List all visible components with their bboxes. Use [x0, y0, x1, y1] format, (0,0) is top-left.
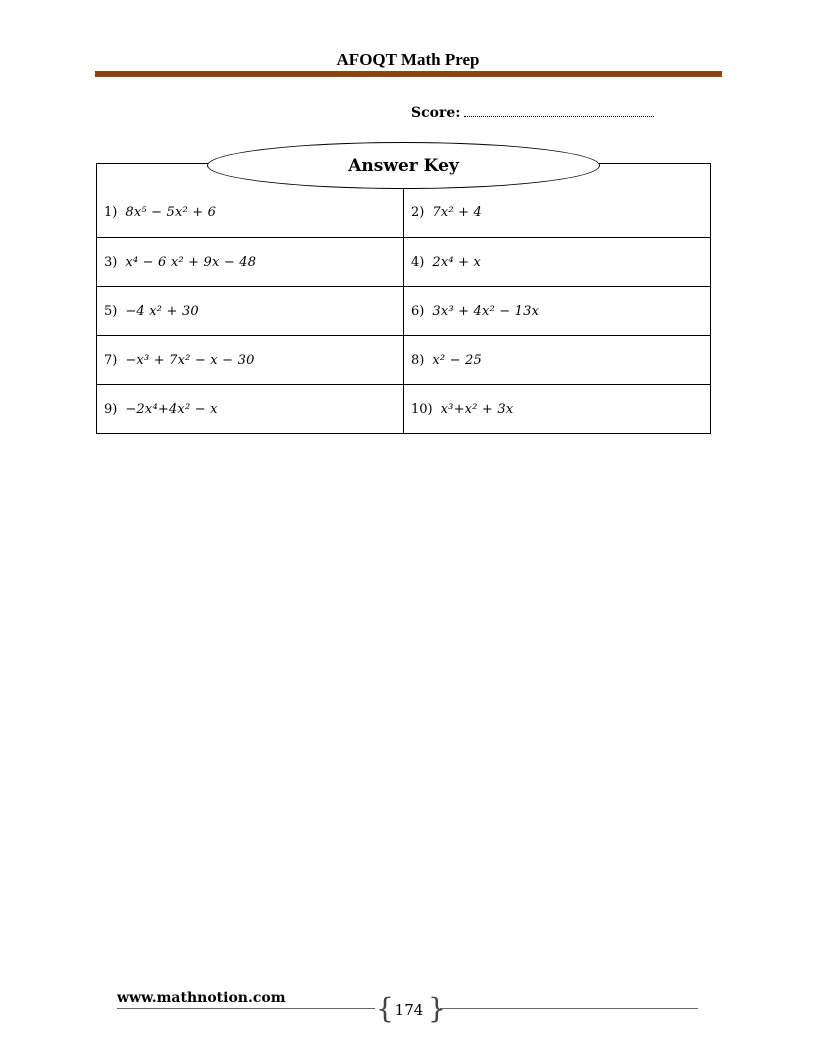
- footer-rule-left: [117, 1008, 375, 1009]
- answer-number: 7): [104, 352, 118, 368]
- answer-cell-6: [403, 287, 710, 335]
- footer-rule-right: [440, 1008, 698, 1009]
- answer-number: 1): [104, 205, 118, 220]
- answer-expression: x² − 25: [432, 352, 482, 368]
- right-brace-icon: }: [428, 992, 446, 1025]
- answer-number: 6): [411, 303, 425, 319]
- left-brace-icon: {: [376, 992, 394, 1025]
- header-rule: [95, 71, 722, 77]
- answer-expression: x³+x² + 3x: [440, 401, 514, 417]
- answer-key-title: Answer Key: [207, 142, 600, 189]
- answer-cell-8: [403, 336, 710, 384]
- answer-number: 3): [104, 254, 118, 270]
- answer-expression: 2x⁴ + x: [432, 254, 482, 270]
- table-row: [97, 384, 710, 433]
- page-number: 174: [394, 1001, 424, 1019]
- answer-cell-10: [403, 385, 710, 433]
- table-row: [97, 237, 710, 286]
- answer-number: 5): [104, 303, 118, 319]
- answer-expression: 8x⁵ − 5x² + 6: [125, 205, 217, 220]
- answer-cell-9: [97, 385, 403, 433]
- page-header-title: AFOQT Math Prep: [336, 50, 480, 69]
- answer-expression: −2x⁴+4x² − x: [125, 401, 218, 417]
- answer-cell-4: [403, 238, 710, 286]
- answer-number: 8): [411, 352, 425, 368]
- footer-url: www.mathnotion.com: [117, 990, 286, 1006]
- answer-expression: −x³ + 7x² − x − 30: [125, 352, 255, 368]
- score-field: [411, 105, 654, 121]
- answer-cell-1: [97, 188, 403, 237]
- score-label: Score:: [411, 105, 461, 121]
- answer-number: 2): [411, 205, 425, 220]
- table-row: [97, 188, 710, 237]
- answer-expression: 7x² + 4: [432, 205, 482, 220]
- answer-cell-3: [97, 238, 403, 286]
- table-row: [97, 335, 710, 384]
- answer-expression: 3x³ + 4x² − 13x: [432, 303, 540, 319]
- answer-number: 9): [104, 401, 118, 417]
- answer-expression: −4 x² + 30: [125, 303, 199, 319]
- answer-number: 4): [411, 254, 425, 270]
- score-blank: [464, 106, 654, 117]
- table-row: [97, 286, 710, 335]
- answer-cell-2: [403, 188, 710, 237]
- answer-cell-5: [97, 287, 403, 335]
- answer-key-table: [96, 163, 711, 434]
- answer-cell-7: [97, 336, 403, 384]
- answer-number: 10): [411, 401, 433, 417]
- answer-expression: x⁴ − 6 x² + 9x − 48: [125, 254, 257, 270]
